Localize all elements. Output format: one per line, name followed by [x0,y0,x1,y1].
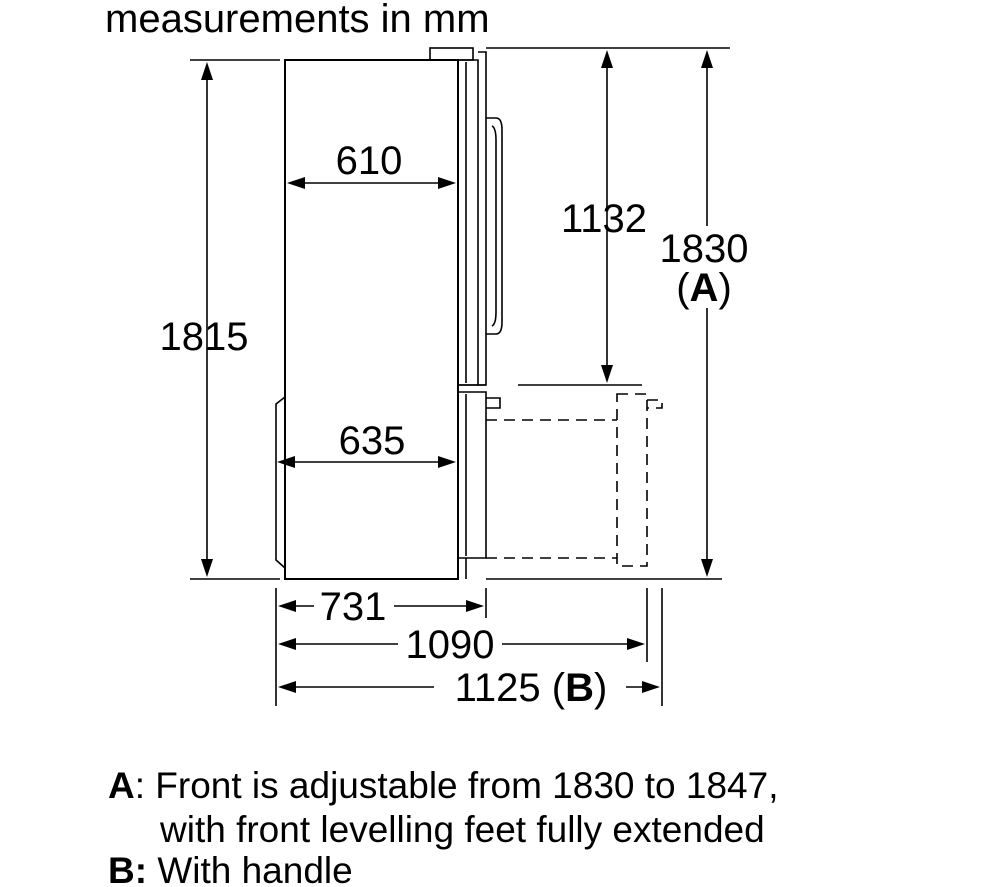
dim-depth-with-handle-label: 1125 (B) [454,666,608,710]
note-a-continuation: with front levelling feet fully extended [160,809,765,850]
dim-height-1132 [486,48,730,385]
dim-depth-610 [287,139,456,189]
dim-depth-door-open-label: 1090 [405,623,495,667]
dim-depth-635 [277,419,456,468]
units-label: measurements in mm [105,0,490,41]
dim-door-split-label: 1132 [560,197,648,241]
dim-depth-top-label: 610 [335,139,403,183]
open-drawer-outline [486,394,662,566]
dim-depth-1090 [278,623,645,667]
dim-depth-1125 [278,666,660,710]
dim-depth-bottom-label: 635 [338,419,406,463]
dim-depth-body-label: 731 [319,585,387,629]
dim-height-1815 [160,60,280,579]
notes [108,765,779,887]
note-a: A: Front is adjustable from 1830 to 1847, [108,765,779,806]
dim-total-height-label: 1830 [659,227,749,271]
dim-height-1830 [486,50,759,579]
fridge-outline [276,48,502,579]
note-b: B: With handle [108,850,353,887]
dim-height-side-label: 1815 [159,315,249,359]
dim-total-height-ref: (A) [676,266,732,310]
